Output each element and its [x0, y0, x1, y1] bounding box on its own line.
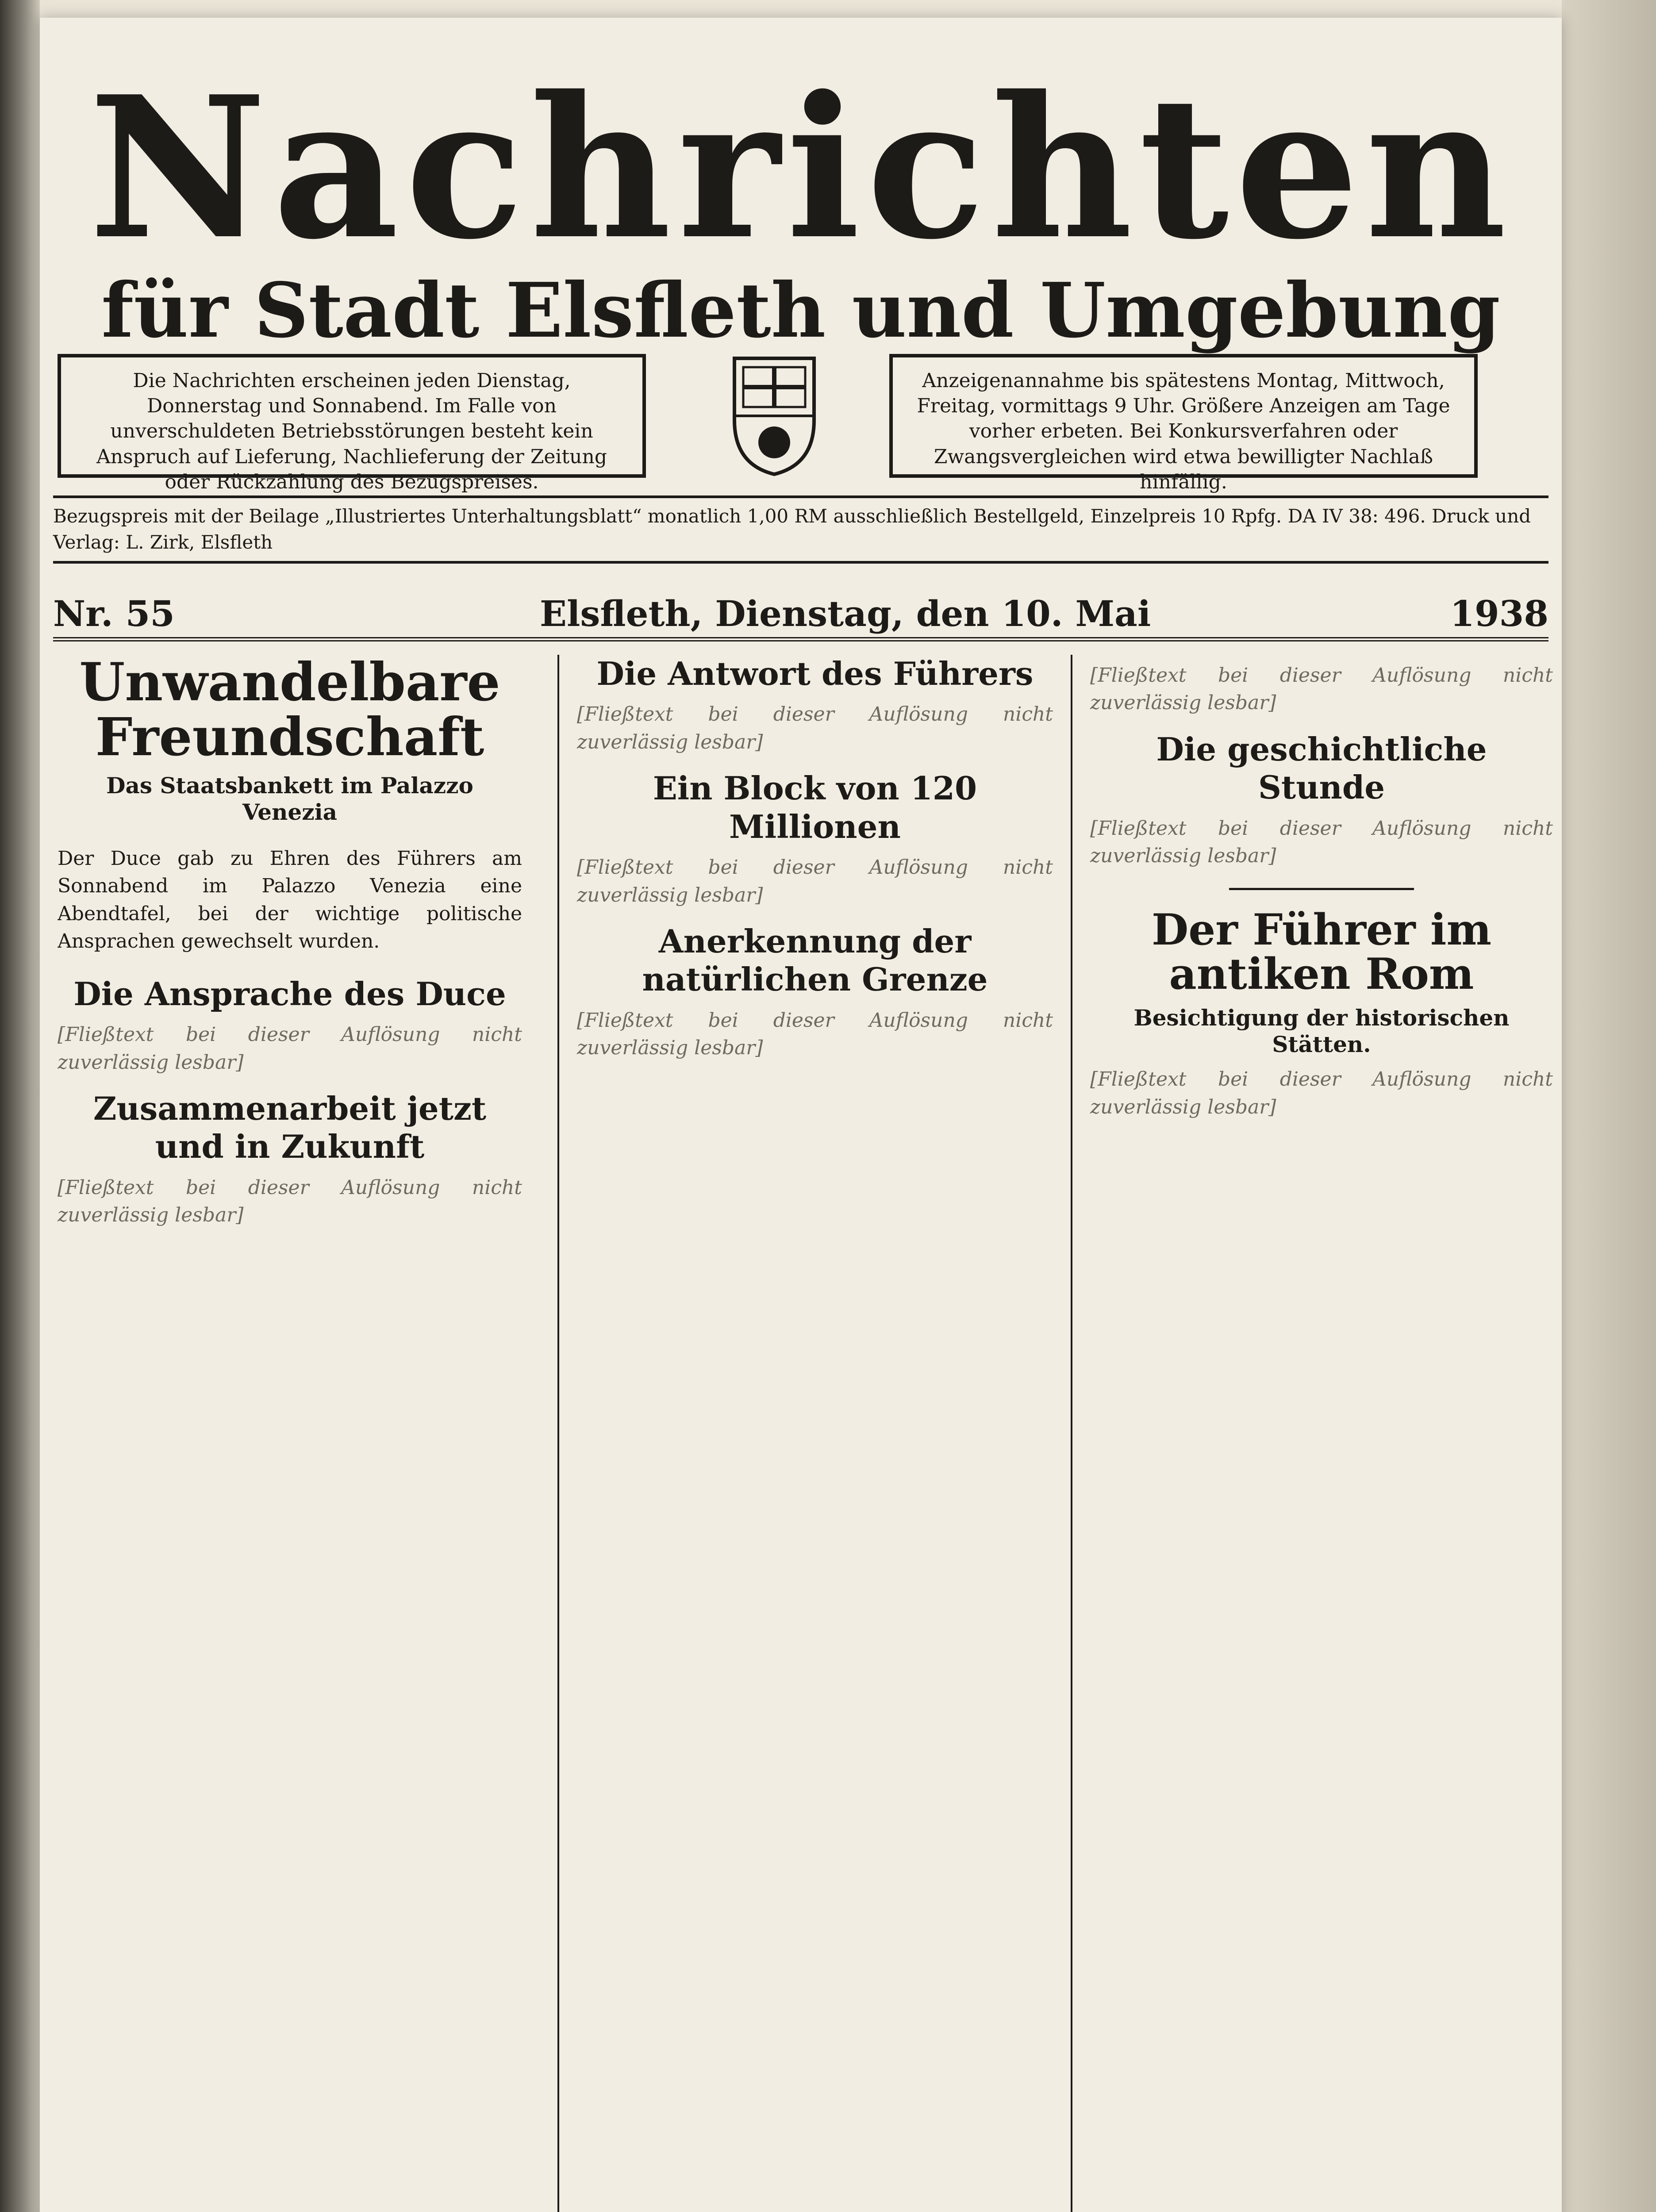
column-3 [1071, 655, 1553, 2212]
newspaper-page [40, 18, 1562, 2212]
advertising-info-box: Anzeigenannahme bis spätestens Montag, Mittwoch, Freitag, vormittags 9 Uhr. Größere Anzeigen am Tage vorher erbeten. Bei Konkursverfahren oder Zwangsvergleichen wird etwa bewilligter Nachlaß hinfällig. [889, 354, 1478, 478]
subheadline: Das Staatsbankett im Palazzo Venezia [106, 772, 473, 825]
section-heading: Anerkennung der natürlichen Grenze [642, 922, 988, 998]
body-text-placeholder: [Fließtext bei dieser Auflösung nicht zuverlässig lesbar] [577, 703, 1053, 753]
body-text-placeholder: [Fließtext bei dieser Auflösung nicht zuverlässig lesbar] [1090, 664, 1553, 714]
headline: Der Führer im antiken Rom [1151, 904, 1492, 999]
body-text-placeholder: [Fließtext bei dieser Auflösung nicht zuverlässig lesbar] [577, 856, 1053, 906]
book-binding [0, 0, 40, 2212]
section-heading: Die Ansprache des Duce [73, 975, 506, 1013]
body-text-placeholder: [Fließtext bei dieser Auflösung nicht zuverlässig lesbar] [1090, 817, 1553, 868]
column-2 [557, 655, 1053, 2212]
dateline [53, 588, 1548, 641]
place-and-date: Elsfleth, Dienstag, den 10. Mai [540, 593, 1151, 634]
masthead-title: Nachrichten [88, 54, 1513, 282]
lead-paragraph: Der Duce gab zu Ehren des Führers am Sonnabend im Palazzo Venezia eine Abendtafel, bei der wichtige politische Ansprachen gewechselt wurden. [58, 847, 522, 953]
section-heading: Ein Block von 120 Millionen [653, 769, 977, 845]
divider [1229, 888, 1414, 890]
subscription-info-line: Bezugspreis mit der Beilage „Illustriertes Unterhaltungsblatt“ monatlich 1,00 RM ausschließlich Bestellgeld, Einzelpreis 10 Rpfg. DA IV 38: 496. Druck und Verlag: L. Zirk, Elsfleth [53, 495, 1548, 564]
body-text-placeholder: [Fließtext bei dieser Auflösung nicht zuverlässig lesbar] [58, 1023, 522, 1074]
town-coat-of-arms-icon [730, 354, 818, 478]
section-heading: Die geschichtliche Stunde [1156, 730, 1487, 806]
body-text-placeholder: [Fließtext bei dieser Auflösung nicht zuverlässig lesbar] [1090, 1068, 1553, 1118]
masthead [66, 54, 1535, 356]
page-stack-edge [1562, 0, 1656, 2212]
section-heading: Zusammenarbeit jetzt und in Zukunft [93, 1089, 487, 1166]
body-text-placeholder: [Fließtext bei dieser Auflösung nicht zuverlässig lesbar] [58, 1176, 522, 1227]
body-text-placeholder: [Fließtext bei dieser Auflösung nicht zuverlässig lesbar] [577, 1009, 1053, 1060]
issue-number: Nr. 55 [53, 593, 175, 634]
subheadline: Besichtigung der historischen Stätten. [1133, 1005, 1510, 1058]
column-1 [58, 655, 522, 2212]
publication-info-box: Die Nachrichten erscheinen jeden Dienstag, Donnerstag und Sonnabend. Im Falle von unverschuldeten Betriebsstörungen besteht kein Anspruch auf Lieferung, Nachlieferung der Zeitung oder Rückzahlung des Bezugspreises. [58, 354, 646, 478]
year: 1938 [1450, 593, 1548, 634]
headline: Die Antwort des Führers [596, 655, 1034, 692]
headline: Unwandelbare Freundschaft [79, 655, 500, 768]
masthead-subtitle: für Stadt Elsfleth und Umgebung [101, 266, 1500, 355]
